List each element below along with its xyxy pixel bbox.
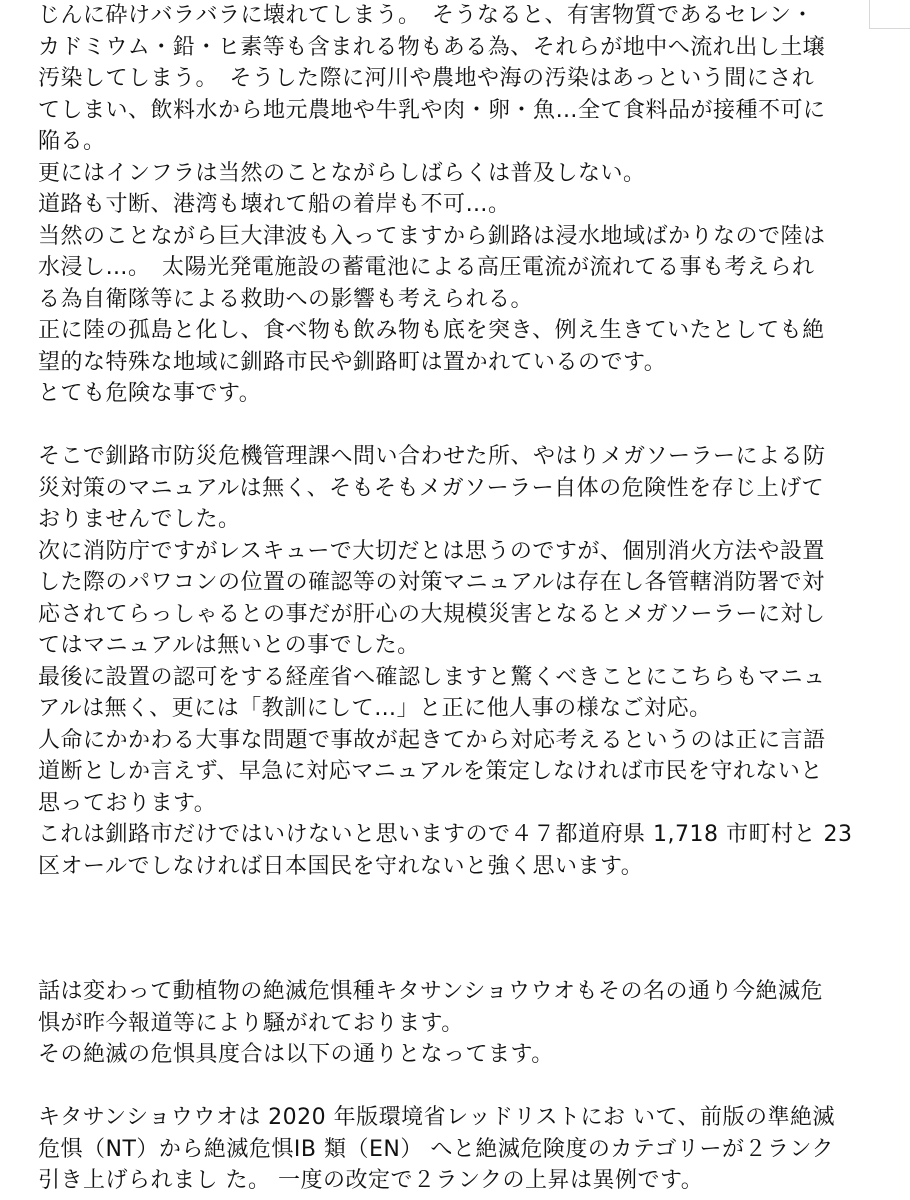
text-line: 更にはインフラは当然のことながらしばらくは普及しない。	[38, 160, 646, 186]
text-line: とても危険な事です。	[38, 381, 262, 406]
text-line: おりませんでした。	[38, 507, 241, 532]
paragraph-spacer	[38, 1071, 870, 1103]
paragraph	[38, 1102, 870, 1197]
text-line: る為自衛隊等による救助への影響も考えられる。	[38, 286, 534, 312]
text-line: 正に陸の孤島と化し、食べ物も飲み物も底を突き、例え生きていたとしても絶	[38, 318, 825, 343]
text-line: 望的な特殊な地域に釧路市民や釧路町は置かれているのです。	[38, 349, 667, 375]
text-line: そこで釧路市防災危機管理課へ問い合わせた所、やはりメガソーラーによる防	[38, 444, 826, 469]
text-line: 水浸し…。 太陽光発電施設の蓄電池による高圧電流が流れてる事も考えられ	[38, 255, 815, 280]
text-line: 災対策のマニュアルは無く、そもそもメガソーラー自体の危険性を存じ上げて	[38, 475, 825, 501]
text-line: 最後に設置の認可をする経産省へ確認しますと驚くべきことにこちらもマニュ	[38, 664, 826, 690]
text-line: キタサンショウウオは 2020 年版環境省レッドリストにお いて、前版の準絶滅	[38, 1105, 836, 1130]
paragraph	[38, 725, 870, 820]
text-line: 応されてらっしゃるとの事だが肝心の大規模災害となるとメガソーラーに対し	[38, 601, 826, 627]
paragraph	[38, 662, 870, 725]
text-line: てしまい、飲料水から地元農地や牛乳や肉・卵・魚…全て食料品が接種不可に	[38, 97, 826, 123]
text-line: 引き上げられまし た。 一度の改定で２ランクの上昇は異例です。	[38, 1168, 704, 1193]
document-body	[38, 0, 870, 1197]
paragraph	[38, 378, 870, 410]
text-line: 道断としか言えず、早急に対応マニュアルを策定しなければ市民を守れないと	[38, 759, 823, 784]
paragraph	[38, 158, 870, 190]
text-line: 次に消防庁ですがレスキューで大切だとは思うのですが、個別消火方法や設置	[38, 538, 825, 564]
paragraph	[38, 536, 870, 662]
paragraph	[38, 819, 870, 882]
text-line: 陥る。	[38, 129, 106, 154]
text-line: カドミウム・鉛・ヒ素等も含まれる物もある為、それらが地中へ流れ出し土壌	[38, 34, 826, 60]
text-line: 思っております。	[38, 790, 217, 816]
paragraph	[38, 189, 870, 221]
paragraph	[38, 315, 870, 378]
paragraph	[38, 441, 870, 536]
text-line: 話は変わって動植物の絶滅危惧種キタサンショウウオもその名の通り今絶滅危	[38, 979, 823, 1004]
text-line: 当然のことながら巨大津波も入ってますから釧路は浸水地域ばかりなので陸は	[38, 223, 826, 249]
text-line: じんに砕けバラバラに壊れてしまう。 そうなると、有害物質であるセレン・	[38, 3, 814, 28]
text-line: 人命にかかわる大事な問題で事故が起きてから対応考えるというのは正に言語	[38, 727, 826, 753]
paragraph-spacer	[38, 882, 870, 976]
paragraph	[38, 0, 870, 158]
text-line: これは釧路市だけではいけないと思いますので４７都道府県 1,718 市町村と 23	[38, 822, 853, 847]
paragraph	[38, 1039, 870, 1071]
text-line: 道路も寸断、港湾も壊れて船の着岸も不可…。	[38, 192, 511, 217]
page-corner-divider	[869, 0, 910, 29]
text-line: アルは無く、更には「教訓にして…」と正に他人事の様なご対応。	[38, 696, 712, 721]
text-line: 危惧（NT）から絶滅危惧IB 類（EN） へと絶滅危険度のカテゴリーが２ランク	[38, 1136, 835, 1162]
text-line: した際のパワコンの位置の確認等の対策マニュアルは存在し各管轄消防署で対	[38, 570, 825, 595]
paragraph-spacer	[38, 410, 870, 442]
text-line: てはマニュアルは無いとの事でした。	[38, 633, 420, 658]
paragraph	[38, 221, 870, 316]
paragraph	[38, 976, 870, 1039]
text-line: 区オールでしなければ日本国民を守れないと強く思います。	[38, 853, 644, 879]
text-line: 惧が昨今報道等により騒がれております。	[38, 1010, 464, 1036]
text-line: その絶滅の危惧具度合は以下の通りとなってます。	[38, 1042, 554, 1067]
text-line: 汚染してしまう。 そうした際に河川や農地や海の汚染はあっという間にされ	[38, 66, 815, 91]
